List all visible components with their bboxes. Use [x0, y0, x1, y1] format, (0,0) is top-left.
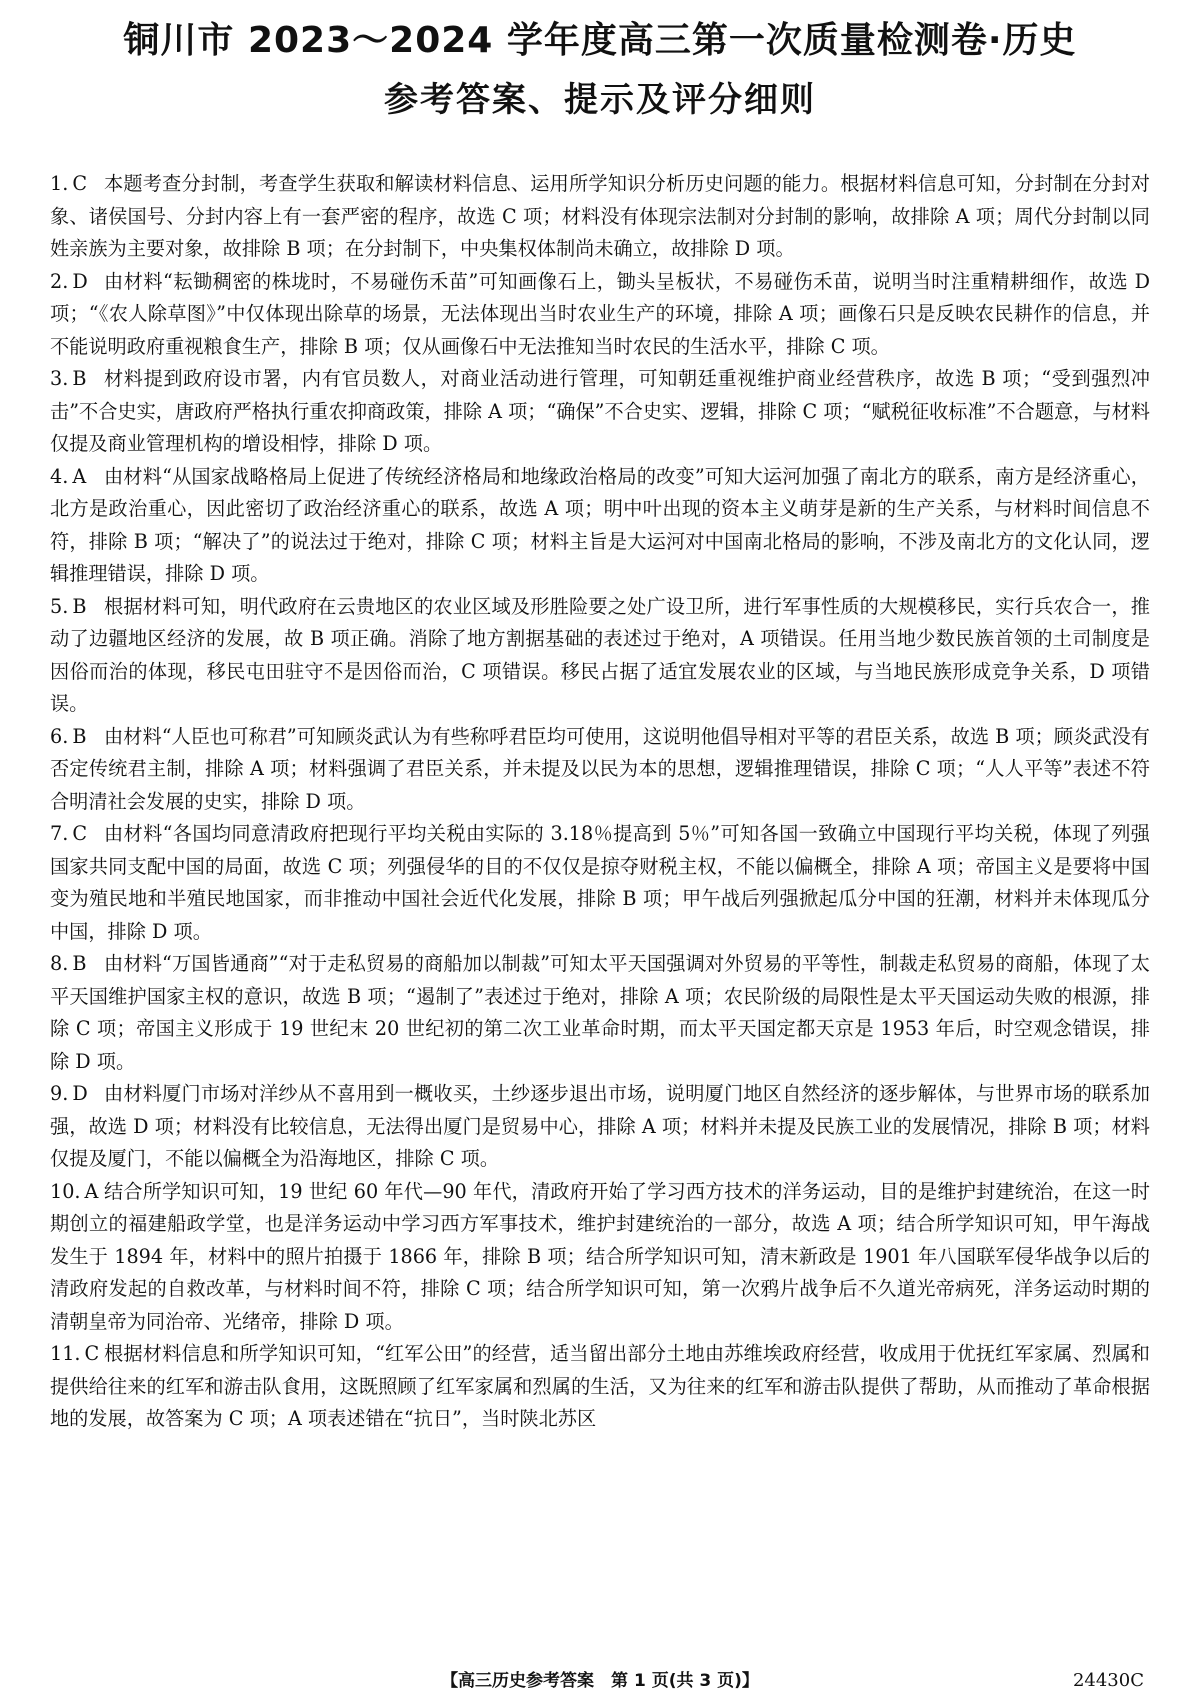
- answer-item-7: [50, 818, 1150, 948]
- answer-number: 6. B: [50, 724, 87, 748]
- answer-explanation: 结合所学知识可知，19 世纪 60 年代—90 年代，清政府开始了学习西方技术的洋务运动，目的是维护封建统治，在这一时期创立的福建船政学堂，也是洋务运动中学习西方军事技术，维护封建统治的一部分，故选 A 项；结合所学知识可知，甲午海战发生于 1894 年，材料中的照片拍摄于 1866 年，排除 B 项；结合所学知识可知，清末新政是 1901 年八国联军侵华战争以后的清政府发起的自救改革，与材料时间不符，排除 C 项；结合所学知识可知，第一次鸦片战争后不久道光帝病死，洋务运动时期的清朝皇帝为同治帝、光绪帝，排除 D 项。: [50, 1179, 1150, 1333]
- answer-item-5: [50, 591, 1150, 721]
- answer-explanation: 根据材料可知，明代政府在云贵地区的农业区域及形胜险要之处广设卫所，进行军事性质的大规模移民，实行兵农合一，推动了边疆地区经济的发展，故 B 项正确。消除了地方割据基础的表述过于绝对，A 项错误。任用当地少数民族首领的土司制度是因俗而治的体现，移民屯田驻守不是因俗而治，C 项错误。移民占据了适宜发展农业的区域，与当地民族形成竞争关系，D 项错误。: [50, 594, 1150, 715]
- answer-explanation: 由材料“耘锄稠密的株垅时，不易碰伤禾苗”可知画像石上，锄头呈板状，不易碰伤禾苗，说明当时注重精耕细作，故选 D 项；“《农人除草图》”中仅体现出除草的场景，无法体现出当时农业生产的环境，排除 A 项；画像石只是反映农民耕作的信息，并不能说明政府重视粮食生产，排除 B 项；仅从画像石中无法推知当时农民的生活水平，排除 C 项。: [50, 269, 1150, 358]
- answer-item-10: [50, 1176, 1150, 1339]
- answer-list: [50, 168, 1150, 1436]
- answer-item-9: [50, 1078, 1150, 1176]
- answer-item-1: [50, 168, 1150, 266]
- answer-number: 11. C: [50, 1342, 100, 1365]
- answer-number: 5. B: [50, 594, 87, 618]
- answer-number: 8. B: [50, 952, 87, 975]
- document-subtitle: 参考答案、提示及评分细则: [384, 80, 816, 120]
- answer-item-8: [50, 948, 1150, 1078]
- page-header: [0, 14, 1200, 126]
- answer-explanation: 由材料“从国家战略格局上促进了传统经济格局和地缘政治格局的改变”可知大运河加强了南北方的联系，南方是经济重心，北方是政治重心，因此密切了政治经济重心的联系，故选 A 项；明中叶出现的资本主义萌芽是新的生产关系，与材料时间信息不符，排除 B 项；“解决了”的说法过于绝对，排除 C 项；材料主旨是大运河对中国南北格局的影响，不涉及南北方的文化认同，逻辑推理错误，排除 D 项。: [50, 464, 1150, 585]
- answer-number: 7. C: [50, 822, 87, 845]
- answer-explanation: 由材料“各国均同意清政府把现行平均关税由实际的 3.18％提高到 5％”可知各国一致确立中国现行平均关税，体现了列强国家共同支配中国的局面，故选 C 项；列强侵华的目的不仅仅是掠夺财税主权，不能以偏概全，排除 A 项；帝国主义是要将中国变为殖民地和半殖民地国家，而非推动中国社会近代化发展，排除 B 项；甲午战后列强掀起瓜分中国的狂潮，材料并未体现瓜分中国，排除 D 项。: [50, 822, 1150, 943]
- answer-explanation: 根据材料信息和所学知识可知，“红军公田”的经营，适当留出部分土地由苏维埃政府经营，收成用于优抚红军家属、烈属和提供给往来的红军和游击队食用，这既照顾了红军家属和烈属的生活，又为往来的红军和游击队提供了帮助，从而推动了革命根据地的发展，故答案为 C 项；A 项表述错在“抗日”，当时陕北苏区: [50, 1342, 1150, 1430]
- document-code: 24430C: [1072, 1670, 1144, 1691]
- answer-item-6: [50, 721, 1150, 819]
- answer-item-2: [50, 266, 1150, 364]
- answer-explanation: 本题考查分封制，考查学生获取和解读材料信息、运用所学知识分析历史问题的能力。根据材料信息可知，分封制在分封对象、诸侯国号、分封内容上有一套严密的程序，故选 C 项；材料没有体现宗法制对分封制的影响，故排除 A 项；周代分封制以同姓亲族为主要对象，故排除 B 项；在分封制下，中央集权体制尚未确立，故排除 D 项。: [50, 172, 1150, 260]
- answer-item-4: [50, 461, 1150, 591]
- answer-item-3: [50, 363, 1150, 461]
- answer-explanation: 材料提到政府设市署，内有官员数人，对商业活动进行管理，可知朝廷重视维护商业经营秩序，故选 B 项；“受到强烈冲击”不合史实，唐政府严格执行重农抑商政策，排除 A 项；“确保”不合史实、逻辑，排除 C 项；“赋税征收标准”不合题意，与材料仅提及商业管理机构的增设相悖，排除 D 项。: [50, 367, 1150, 455]
- answer-number: 1. C: [50, 172, 87, 195]
- document-title: 铜川市 2023～2024 学年度高三第一次质量检测卷·历史: [123, 20, 1077, 61]
- answer-number: 3. B: [50, 367, 87, 390]
- answer-item-11: [50, 1338, 1150, 1436]
- answer-number: 9. D: [50, 1082, 88, 1105]
- answer-explanation: 由材料厦门市场对洋纱从不喜用到一概收买，土纱逐步退出市场，说明厦门地区自然经济的逐步解体，与世界市场的联系加强，故选 D 项；材料没有比较信息，无法得出厦门是贸易中心，排除 A 项；材料并未提及民族工业的发展情况，排除 B 项；材料仅提及厦门，不能以偏概全为沿海地区，排除 C 项。: [50, 1082, 1150, 1170]
- answer-number: 2. D: [50, 269, 88, 293]
- answer-number: 10. A: [50, 1179, 99, 1203]
- page-number: 【高三历史参考答案 第 1 页(共 3 页)】: [441, 1671, 759, 1691]
- answer-explanation: 由材料“人臣也可称君”可知顾炎武认为有些称呼君臣均可使用，这说明他倡导相对平等的君臣关系，故选 B 项；顾炎武没有否定传统君主制，排除 A 项；材料强调了君臣关系，并未提及以民为本的思想，逻辑推理错误，排除 C 项；“人人平等”表述不符合明清社会发展的史实，排除 D 项。: [50, 724, 1150, 813]
- answer-explanation: 由材料“万国皆通商”“对于走私贸易的商船加以制裁”可知太平天国强调对外贸易的平等性，制裁走私贸易的商船，体现了太平天国维护国家主权的意识，故选 B 项；“遏制了”表述过于绝对，排除 A 项；农民阶级的局限性是太平天国运动失败的根源，排除 C 项；帝国主义形成于 19 世纪末 20 世纪初的第二次工业革命时期，而太平天国定都天京是 1953 年后，时空观念错误，排除 D 项。: [50, 952, 1150, 1073]
- answer-number: 4. A: [50, 464, 87, 488]
